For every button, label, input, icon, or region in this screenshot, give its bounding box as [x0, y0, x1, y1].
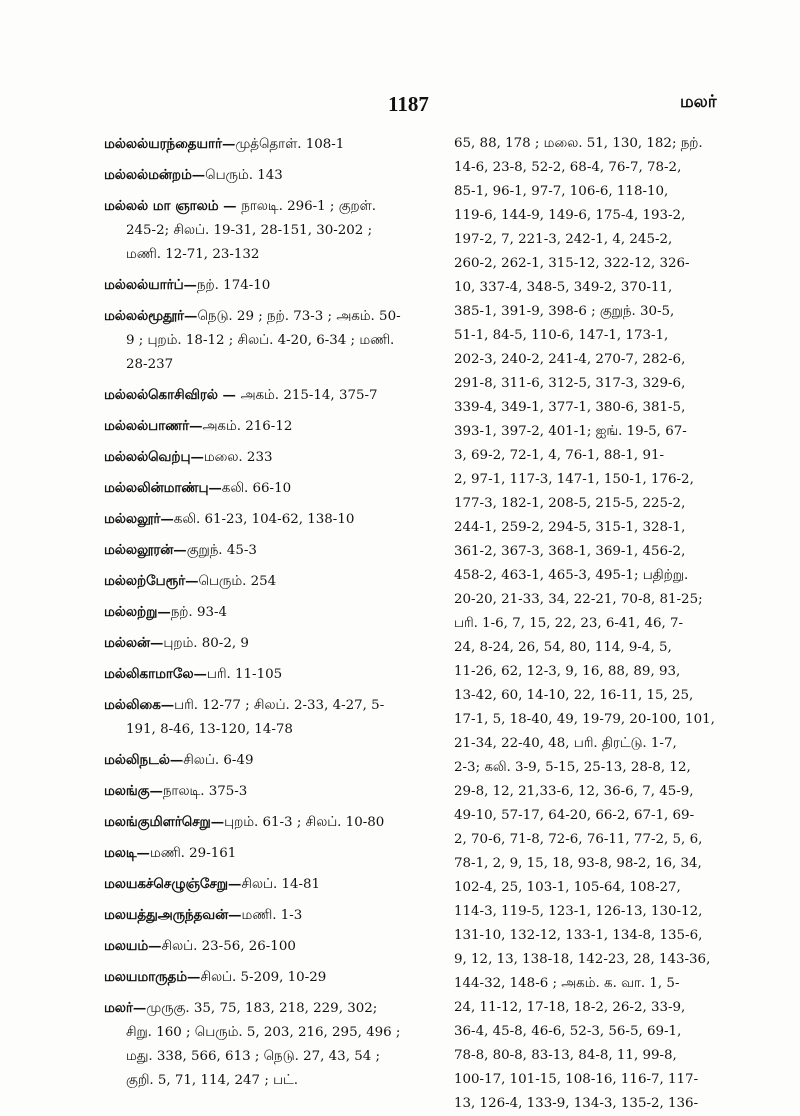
- continuation-line: 144-32, 148-6 ; அகம். க. வா. 1, 5-: [454, 976, 680, 991]
- entry-headword: மலயமாருதம்—: [104, 969, 201, 985]
- continuation-line: 13, 126-4, 133-9, 134-3, 135-2, 136-: [454, 1096, 699, 1111]
- entry-headword: மல்லல்வெற்பு—: [104, 449, 204, 465]
- continuation-line: 49-10, 57-17, 64-20, 66-2, 67-1, 69-: [454, 808, 695, 823]
- continuation-line: பரி. 1-6, 7, 15, 22, 23, 6-41, 46, 7-: [454, 616, 684, 631]
- entry-references: முத்தொள். 108-1: [235, 137, 345, 152]
- index-entry: [104, 841, 404, 866]
- continuation-line: 36-4, 45-8, 46-6, 52-3, 56-5, 69-1,: [454, 1024, 682, 1039]
- entry-references: பரி. 12-77 ; சிலப். 2-33, 4-27, 5-191, 8-46, 13-120, 14-78: [126, 698, 385, 737]
- entry-references: நற். 93-4: [170, 605, 228, 620]
- continuation-line: 119-6, 144-9, 149-6, 175-4, 193-2,: [454, 208, 686, 223]
- entry-headword: மலர்—: [104, 1000, 147, 1016]
- continuation-line: 260-2, 262-1, 315-12, 322-12, 326-: [454, 256, 690, 271]
- continuation-line: 114-3, 119-5, 123-1, 126-13, 130-12,: [454, 904, 703, 919]
- index-entry: [104, 965, 404, 990]
- index-entry: [104, 304, 404, 377]
- index-entry: [104, 273, 404, 298]
- continuation-line: 2, 70-6, 71-8, 72-6, 76-11, 77-2, 5, 6,: [454, 832, 703, 847]
- continuation-line: 85-1, 96-1, 97-7, 106-6, 118-10,: [454, 184, 669, 199]
- continuation-line: 11-26, 62, 12-3, 9, 16, 88, 89, 93,: [454, 664, 681, 679]
- entry-headword: மலங்குமிளர்செறு—: [104, 814, 225, 830]
- entry-references: புறம். 61-3 ; சிலப். 10-80: [224, 815, 385, 830]
- index-entry: [104, 662, 404, 687]
- continuation-line: 10, 337-4, 348-5, 349-2, 370-11,: [454, 280, 673, 295]
- entry-references: அகம். 216-12: [202, 419, 293, 434]
- index-entry: [104, 414, 404, 439]
- entry-headword: மல்லிகாமாலே—: [104, 666, 207, 682]
- continuation-line: 393-1, 397-2, 401-1; ஐங். 19-5, 67-: [454, 424, 687, 439]
- index-entry: [104, 476, 404, 501]
- entry-references: நாலடி. 296-1 ; குறள். 245-2; சிலப். 19-31, 28-151, 30-202 ; மணி. 12-71, 23-132: [126, 199, 376, 262]
- continuation-line: 2-3; கலி. 3-9, 5-15, 25-13, 28-8, 12,: [454, 760, 691, 775]
- entry-references: புறம். 80-2, 9: [163, 636, 249, 651]
- entry-headword: மல்லலின்மாண்பு—: [104, 480, 222, 496]
- index-entry: [104, 163, 404, 188]
- continuation-line: 14-6, 23-8, 52-2, 68-4, 76-7, 78-2,: [454, 160, 682, 175]
- continuation-line: 20-20, 21-33, 34, 22-21, 70-8, 81-25;: [454, 592, 703, 607]
- continuation-line: 3, 69-2, 72-1, 4, 76-1, 88-1, 91-: [454, 448, 665, 463]
- entry-references: கலி. 61-23, 104-62, 138-10: [173, 512, 355, 527]
- running-head: மலர்: [680, 92, 717, 112]
- continuation-line: 361-2, 367-3, 368-1, 369-1, 456-2,: [454, 544, 686, 559]
- entry-headword: மல்லல்மன்றம்—: [104, 167, 206, 183]
- continuation-line: 385-1, 391-9, 398-6 ; குறுந். 30-5,: [454, 304, 675, 319]
- entry-headword: மலடி—: [104, 845, 150, 861]
- entry-references: கலி. 66-10: [221, 481, 292, 496]
- entry-headword: மலயம்—: [104, 938, 162, 954]
- entry-references: பெரும். 254: [198, 574, 277, 589]
- entry-headword: மல்லல்பாணர்—: [104, 418, 203, 434]
- index-entry: [104, 779, 404, 804]
- index-entry: [104, 872, 404, 897]
- index-entry: [104, 600, 404, 625]
- continuation-line: 339-4, 349-1, 377-1, 380-6, 381-5,: [454, 400, 686, 415]
- continuation-line: 458-2, 463-1, 465-3, 495-1; பதிற்று.: [454, 568, 689, 583]
- index-entry: [104, 934, 404, 959]
- index-entry: [104, 693, 404, 742]
- entry-headword: மல்லிநடல்—: [104, 752, 184, 768]
- entry-headword: மல்லல்மூதூர்—: [104, 308, 198, 324]
- index-entry: [104, 903, 404, 928]
- entry-references: நெடு. 29 ; நற். 73-3 ; அகம். 50-9 ; புறம். 18-12 ; சிலப். 4-20, 6-34 ; மணி. 28-237: [126, 309, 401, 372]
- entry-references: மணி. 1-3: [241, 908, 303, 923]
- continuation-line: 100-17, 101-15, 108-16, 116-7, 117-: [454, 1072, 699, 1087]
- entry-references: மலை. 233: [203, 450, 273, 465]
- entry-references: அகம். 215-14, 375-7: [240, 388, 378, 403]
- continuation-line: 202-3, 240-2, 241-4, 270-7, 282-6,: [454, 352, 686, 367]
- continuation-line: 29-8, 12, 21,33-6, 12, 36-6, 7, 45-9,: [454, 784, 694, 799]
- continuation-line: 65, 88, 178 ; மலை. 51, 130, 182; நற்.: [454, 136, 703, 151]
- continuation-line: 24, 11-12, 17-18, 18-2, 26-2, 33-9,: [454, 1000, 686, 1015]
- entry-references: பரி. 11-105: [206, 667, 283, 682]
- entry-headword: மல்லலூரன்—: [104, 542, 187, 558]
- entry-headword: மல்லன்—: [104, 635, 164, 651]
- index-entry: [104, 631, 404, 656]
- entry-headword: மல்லல்யார்ப்—: [104, 277, 197, 293]
- entry-headword: மல்லல் மா ஞாலம் —: [104, 198, 242, 214]
- entry-headword: மலயகச்செழுஞ்சேறு—: [104, 876, 242, 892]
- index-entry: [104, 194, 404, 267]
- index-entry: [104, 538, 404, 563]
- index-entry: [104, 996, 404, 1093]
- continuation-line: 51-1, 84-5, 110-6, 147-1, 173-1,: [454, 328, 669, 343]
- entry-headword: மல்லற்பேரூர்—: [104, 573, 199, 589]
- entry-references: மணி. 29-161: [149, 846, 237, 861]
- entry-headword: மல்லற்று—: [104, 604, 171, 620]
- entry-references: நாலடி. 375-3: [162, 784, 248, 799]
- continuation-line: 9, 12, 13, 138-18, 142-23, 28, 143-36,: [454, 952, 711, 967]
- index-entry: [104, 132, 404, 157]
- entry-references: நற். 174-10: [196, 278, 271, 293]
- continuation-line: 244-1, 259-2, 294-5, 315-1, 328-1,: [454, 520, 686, 535]
- index-entry: [104, 748, 404, 773]
- entry-references: முருகு. 35, 75, 183, 218, 229, 302; சிறு. 160 ; பெரும். 5, 203, 216, 295, 496 ; மது. 338, 566, 613 ; நெடு. 27, 43, 54 ; குறி. 5, 71, 114, 247 ; பட்.: [126, 1001, 401, 1088]
- left-column: [104, 132, 404, 1099]
- continuation-line: 17-1, 5, 18-40, 49, 19-79, 20-100, 101,: [454, 712, 715, 727]
- continuation-line: 78-8, 80-8, 83-13, 84-8, 11, 99-8,: [454, 1048, 677, 1063]
- entry-references: சிலப். 14-81: [241, 877, 321, 892]
- continuation-line: 2, 97-1, 117-3, 147-1, 150-1, 176-2,: [454, 472, 694, 487]
- index-entry: [104, 383, 404, 408]
- continuation-line: 131-10, 132-12, 133-1, 134-8, 135-6,: [454, 928, 703, 943]
- entry-references: சிலப். 6-49: [183, 753, 254, 768]
- right-column: [454, 132, 736, 1116]
- entry-headword: மல்லல்யரந்தையார்—: [104, 136, 236, 152]
- index-entry: [104, 445, 404, 470]
- page-number: 1187: [388, 92, 429, 116]
- continuation-line: 291-8, 311-6, 312-5, 317-3, 329-6,: [454, 376, 686, 391]
- continuation-line: 13-42, 60, 14-10, 22, 16-11, 15, 25,: [454, 688, 694, 703]
- entry-references: குறுந். 45-3: [186, 543, 257, 558]
- index-entry: [104, 810, 404, 835]
- continuation-line: 197-2, 7, 221-3, 242-1, 4, 245-2,: [454, 232, 673, 247]
- entry-headword: மலயத்துஅருந்தவன்—: [104, 907, 242, 923]
- entry-headword: மல்லிகை—: [104, 697, 175, 713]
- entry-references: சிலப். 5-209, 10-29: [200, 970, 327, 985]
- continuation-line: 21-34, 22-40, 48, பரி. திரட்டு. 1-7,: [454, 736, 677, 751]
- continuation-line: 177-3, 182-1, 208-5, 215-5, 225-2,: [454, 496, 686, 511]
- entry-headword: மலங்கு—: [104, 783, 163, 799]
- entry-references: சிலப். 23-56, 26-100: [161, 939, 296, 954]
- index-entry: [104, 507, 404, 532]
- entry-headword: மல்லலூர்—: [104, 511, 174, 527]
- index-entry: [104, 569, 404, 594]
- continuation-line: 78-1, 2, 9, 15, 18, 93-8, 98-2, 16, 34,: [454, 856, 702, 871]
- continuation-line: 102-4, 25, 103-1, 105-64, 108-27,: [454, 880, 681, 895]
- entry-headword: மல்லல்கொசிவிரல் —: [104, 387, 241, 403]
- entry-references: பெரும். 143: [205, 168, 283, 183]
- continuation-line: 24, 8-24, 26, 54, 80, 114, 9-4, 5,: [454, 640, 672, 655]
